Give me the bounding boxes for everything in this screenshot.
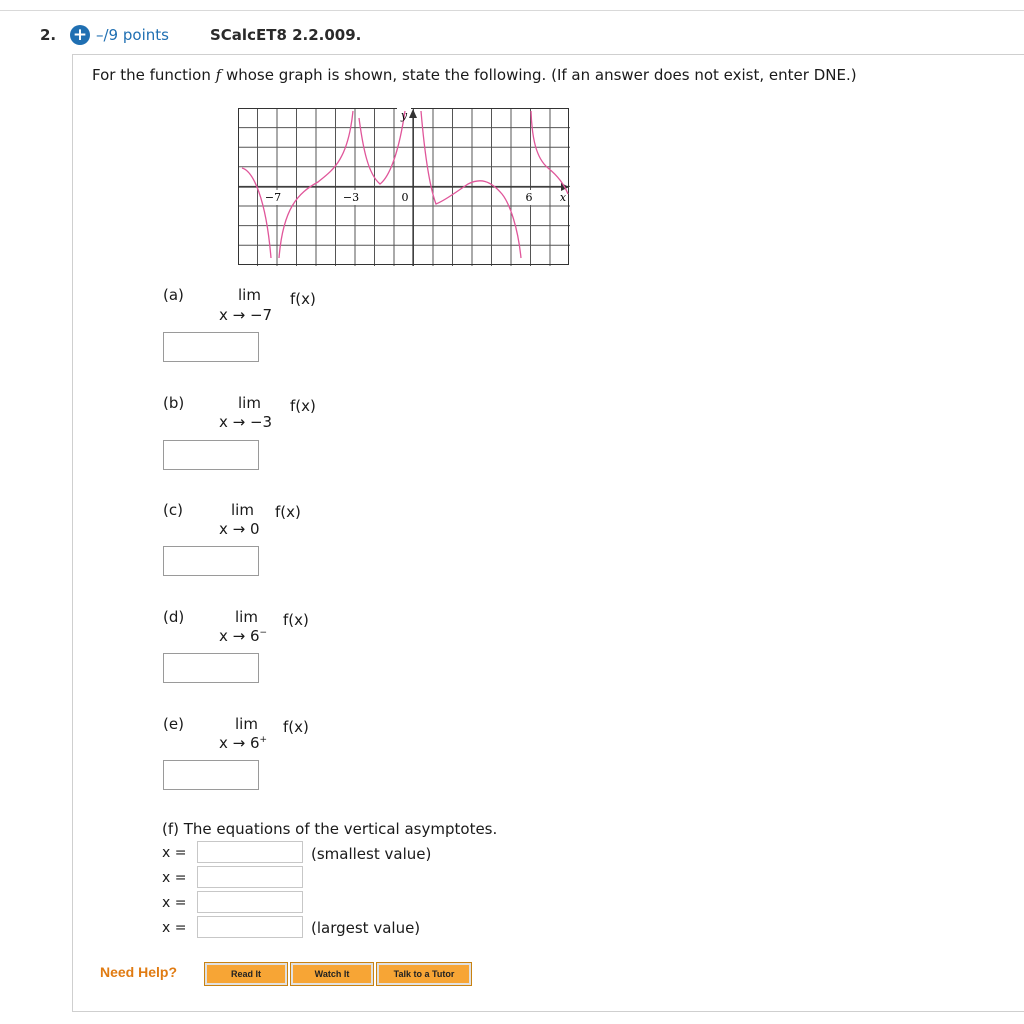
lim-text: lim: [238, 286, 261, 304]
side-indicator: −: [259, 628, 268, 638]
answer-d-input[interactable]: [163, 653, 259, 683]
asymptote-2-input[interactable]: [197, 866, 303, 888]
largest-value-note: (largest value): [311, 919, 421, 937]
side-indicator: +: [259, 735, 268, 745]
lim-text: lim: [238, 394, 261, 412]
tick-label: −3: [342, 191, 360, 204]
answer-e-input[interactable]: [163, 760, 259, 790]
x-axis-label: x: [559, 191, 567, 204]
function-expression: f(x): [283, 611, 309, 629]
part-label: (a): [163, 286, 184, 304]
part-label: (c): [163, 501, 183, 519]
lim-text: lim: [231, 501, 254, 519]
points-label: –/9 points: [96, 26, 169, 44]
x-equals-label: x =: [162, 920, 187, 936]
part-f-text: (f) The equations of the vertical asymptotes.: [162, 820, 498, 838]
answer-c-input[interactable]: [163, 546, 259, 576]
limit-approach: x → 6+: [219, 734, 268, 752]
tick-label: 0: [401, 191, 409, 204]
tick-label: 6: [525, 191, 533, 204]
x-equals-label: x =: [162, 845, 187, 861]
part-label: (d): [163, 608, 185, 626]
x-equals-label: x =: [162, 870, 187, 886]
smallest-value-note: (smallest value): [311, 845, 432, 863]
asymptote-3-input[interactable]: [197, 891, 303, 913]
tick-label: −7: [264, 191, 282, 204]
asymptote-4-input[interactable]: [197, 916, 303, 938]
watch-it-button[interactable]: Watch It: [291, 963, 373, 985]
top-divider: [0, 10, 1024, 11]
read-it-button[interactable]: Read It: [205, 963, 287, 985]
limit-approach: x → 0: [219, 520, 260, 538]
lim-text: lim: [235, 715, 258, 733]
need-help-label: Need Help?: [100, 964, 178, 980]
x-equals-label: x =: [162, 895, 187, 911]
y-axis-label: y: [400, 109, 408, 122]
asymptote-1-input[interactable]: [197, 841, 303, 863]
limit-approach: x → −7: [219, 306, 273, 324]
function-expression: f(x): [275, 503, 301, 521]
question-prompt: For the function f whose graph is shown, state the following. (If an answer does not exist, enter DNE.): [92, 66, 857, 84]
answer-b-input[interactable]: [163, 440, 259, 470]
part-label: (e): [163, 715, 184, 733]
answer-a-input[interactable]: [163, 332, 259, 362]
expand-plus-icon[interactable]: +: [70, 25, 90, 45]
question-code: SCalcET8 2.2.009.: [210, 26, 362, 44]
function-expression: f(x): [290, 290, 316, 308]
question-number: 2.: [40, 26, 57, 44]
function-expression: f(x): [283, 718, 309, 736]
limit-approach: x → −3: [219, 413, 273, 431]
function-graph: [238, 108, 570, 266]
limit-approach: x → 6−: [219, 627, 268, 645]
part-label: (b): [163, 394, 185, 412]
function-expression: f(x): [290, 397, 316, 415]
talk-to-tutor-button[interactable]: Talk to a Tutor: [377, 963, 471, 985]
lim-text: lim: [235, 608, 258, 626]
